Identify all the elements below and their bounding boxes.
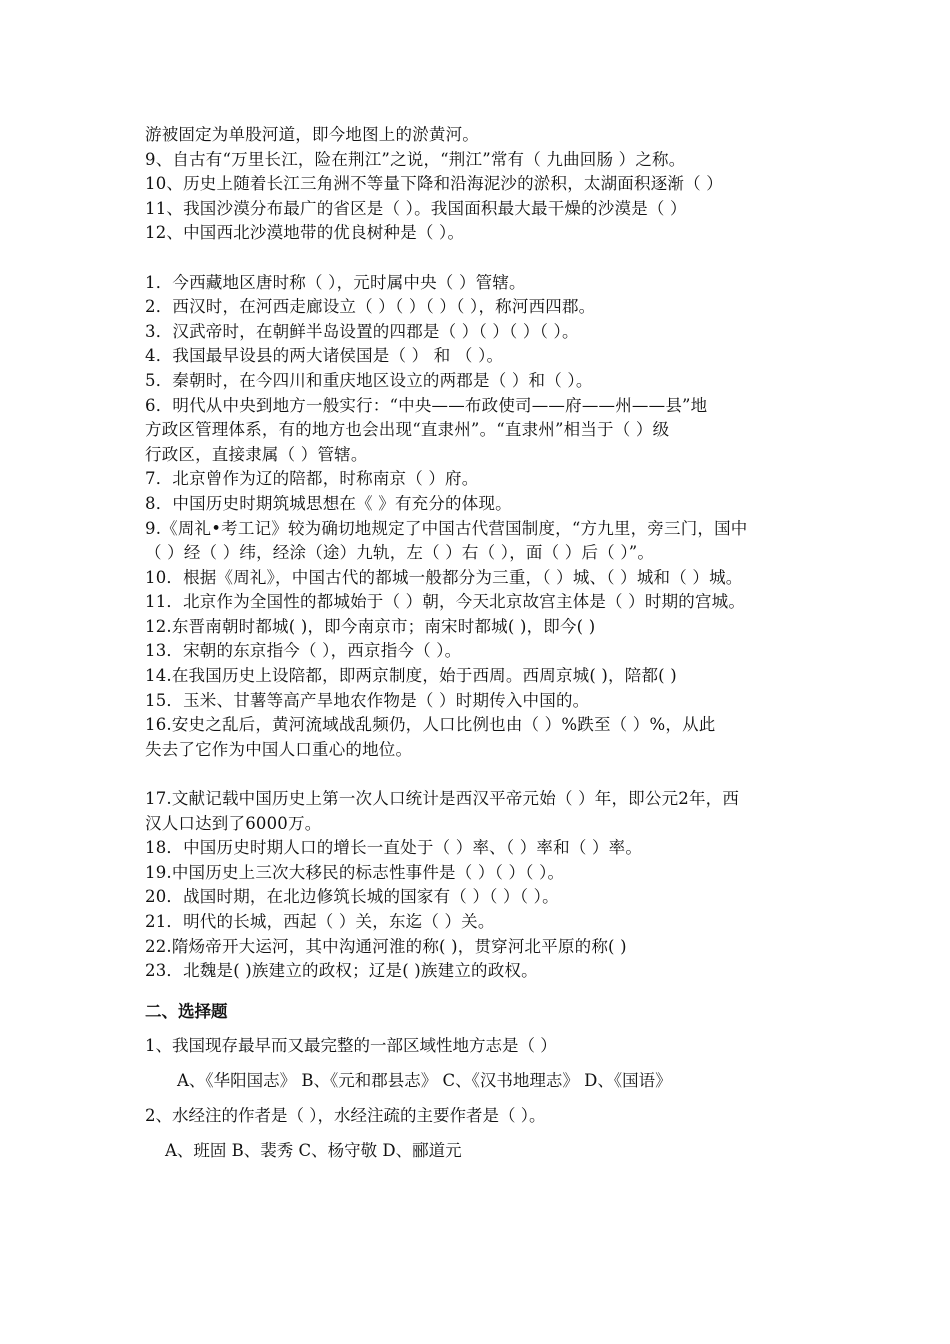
question-14: 14.在我国历史上设陪都，即两京制度，始于西周。西周京城( )，陪都( ): [145, 666, 677, 686]
choice-question-2: 2、水经注的作者是（ ），水经注疏的主要作者是（ ）。: [145, 1105, 546, 1125]
fill-in-block-history: [145, 271, 810, 763]
question-15: 15．玉米、甘薯等高产旱地农作物是（ ）时期传入中国的。: [145, 690, 590, 710]
question-17: 17.文献记载中国历史上第一次人口统计是西汉平帝元始（ ）年，即公元2年，西: [145, 789, 740, 809]
question-4: 4．我国最早设县的两大诸侯国是（ ） 和 （ ）。: [145, 346, 504, 366]
blank-gap: [145, 246, 810, 271]
question-23: 23．北魏是( )族建立的政权；辽是( )族建立的政权。: [145, 961, 538, 981]
question-18: 18．中国历史时期人口的增长一直处于（ ）率、（ ）率和（ ）率。: [145, 838, 643, 858]
fill-in-block-geography: [145, 123, 810, 246]
question-9: 9.《周礼•考工记》较为确切地规定了中国古代营国制度，“方九里，旁三门，国中: [145, 518, 748, 538]
question-2: 2．西汉时，在河西走廊设立（ ）（ ）（ ）（ ），称河西四郡。: [145, 297, 596, 317]
question-22: 22.隋炀帝开大运河，其中沟通河淮的称( )，贯穿河北平原的称( ): [145, 936, 627, 956]
choice-question-1-options: A、《华阳国志》 B、《元和郡县志》 C、《汉书地理志》 D、《国语》: [177, 1070, 672, 1090]
question-10-taihu: 10、历史上随着长江三角洲不等量下降和沿海泥沙的淤积，太湖面积逐渐（ ）: [145, 174, 723, 194]
question-11-desert: 11、我国沙漠分布最广的省区是（ ）。我国面积最大最干燥的沙漠是（ ）: [145, 198, 687, 218]
question-9-jingjiang: 9、自古有“万里长江，险在荆江”之说，“荆江”常有（ 九曲回肠 ）之称。: [145, 149, 686, 169]
document-body: [145, 123, 810, 1174]
question-5: 5．秦朝时，在今四川和重庆地区设立的两郡是（ ）和（ ）。: [145, 370, 593, 390]
choice-question-1: 1、我国现存最早而又最完整的一部区域性地方志是（ ）: [145, 1035, 557, 1055]
choice-question-2-options: A、班固 B、裴秀 C、杨守敬 D、郦道元: [165, 1140, 462, 1160]
question-7: 7．北京曾作为辽的陪都，时称南京（ ）府。: [145, 469, 479, 489]
question-16: 16.安史之乱后，黄河流域战乱频仍，人口比例也由（ ）%跌至（ ）%，从此: [145, 715, 716, 735]
question-11: 11．北京作为全国性的都城始于（ ）朝，今天北京故宫主体是（ ）时期的宫城。: [145, 592, 746, 612]
question-21: 21．明代的长城，西起（ ）关，东迄（ ）关。: [145, 912, 495, 931]
fill-in-block-population: [145, 787, 810, 984]
question-8: 8．中国历史时期筑城思想在《 》有充分的体现。: [145, 493, 512, 513]
question-13: 13．宋朝的东京指今（ ），西京指今（ ）。: [145, 641, 462, 661]
question-17-cont: 汉人口达到了6000万。: [145, 813, 322, 833]
question-6: 6．明代从中央到地方一般实行：“中央——布政使司——府——州——县”地: [145, 395, 708, 415]
question-20: 20．战国时期，在北边修筑长城的国家有（ ）（ ）（ ）。: [145, 887, 559, 907]
question-1: 1．今西藏地区唐时称（ ），元时属中央（ ）管辖。: [145, 272, 526, 292]
question-16-cont: 失去了它作为中国人口重心的地位。: [145, 739, 413, 759]
text-line: 游被固定为单股河道，即今地图上的淤黄河。: [145, 125, 479, 144]
question-6-cont: 行政区，直接隶属（ ）管辖。: [145, 444, 368, 464]
question-12: 12.东晋南朝时都城( )，即今南京市；南宋时都城( )，即今( ): [145, 616, 596, 636]
blank-gap: [145, 984, 810, 1000]
question-9-cont: （ ）经（ ）纬，经涂（途）九轨，左（ ）右（ ），面（ ）后（ ）”。: [145, 543, 655, 563]
question-12-tree: 12、中国西北沙漠地带的优良树种是（ ）。: [145, 223, 465, 243]
question-19: 19.中国历史上三次大移民的标志性事件是（ ）（ ）（ ）。: [145, 862, 565, 882]
question-3: 3．汉武帝时，在朝鲜半岛设置的四郡是（ ）（ ）（ ）（ ）。: [145, 321, 579, 341]
blank-gap: [145, 762, 810, 787]
question-10: 10．根据《周礼》，中国古代的都城一般都分为三重，（ ）城、（ ）城和（ ）城。: [145, 567, 743, 587]
section-heading-choice: 二、选择题: [145, 1001, 228, 1021]
question-6-cont: 方政区管理体系，有的地方也会出现“直隶州”。“直隶州”相当于（ ）级: [145, 420, 670, 440]
